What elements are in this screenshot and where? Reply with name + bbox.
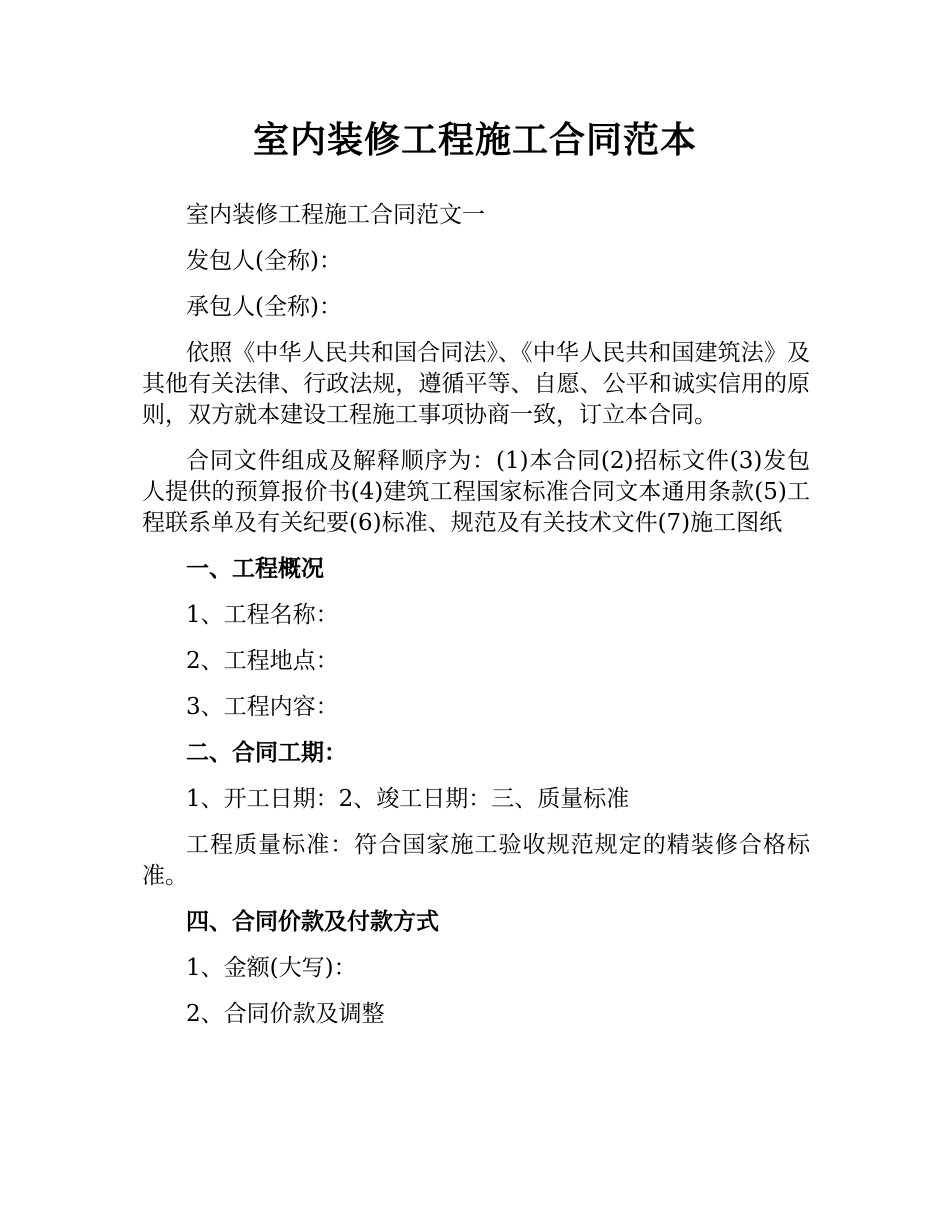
paragraph-project-name: 1、工程名称： <box>186 602 339 628</box>
section-heading-project-overview: 一、工程概况 <box>186 556 324 582</box>
paragraph-subtitle: 室内装修工程施工合同范文一 <box>186 202 485 228</box>
document-title: 室内装修工程施工合同范本 <box>252 120 697 161</box>
paragraph-dates: 1、开工日期：2、竣工日期：三、质量标准 <box>186 786 630 812</box>
paragraph-project-content: 3、工程内容： <box>186 694 339 720</box>
paragraph-quality-standard: 工程质量标准：符合国家施工验收规范规定的精装修合格标准。 <box>142 832 810 889</box>
paragraph-project-location: 2、工程地点： <box>186 648 339 674</box>
paragraph-contractor: 承包人(全称)： <box>186 294 342 320</box>
paragraph-price-adjustment: 2、合同价款及调整 <box>186 1001 385 1027</box>
paragraph-amount: 1、金额(大写)： <box>186 955 357 981</box>
section-heading-contract-period: 二、合同工期： <box>186 740 347 766</box>
paragraph-employer: 发包人(全称)： <box>186 248 342 274</box>
section-heading-price-payment: 四、合同价款及付款方式 <box>186 909 439 935</box>
paragraph-legal-basis: 依照《中华人民共和国合同法》、《中华人民共和国建筑法》及其他有关法律、行政法规，遵循平等、自愿、公平和诚实信用的原则，双方就本建设工程施工事项协商一致，订立本合同。 <box>142 340 810 428</box>
paragraph-contract-documents: 合同文件组成及解释顺序为：(1)本合同(2)招标文件(3)发包人提供的预算报价书(4)建筑工程国家标准合同文本通用条款(5)工程联系单及有关纪要(6)标准、规范及有关技术文件(7)施工图纸 <box>142 448 810 536</box>
document-body <box>142 200 810 1045</box>
